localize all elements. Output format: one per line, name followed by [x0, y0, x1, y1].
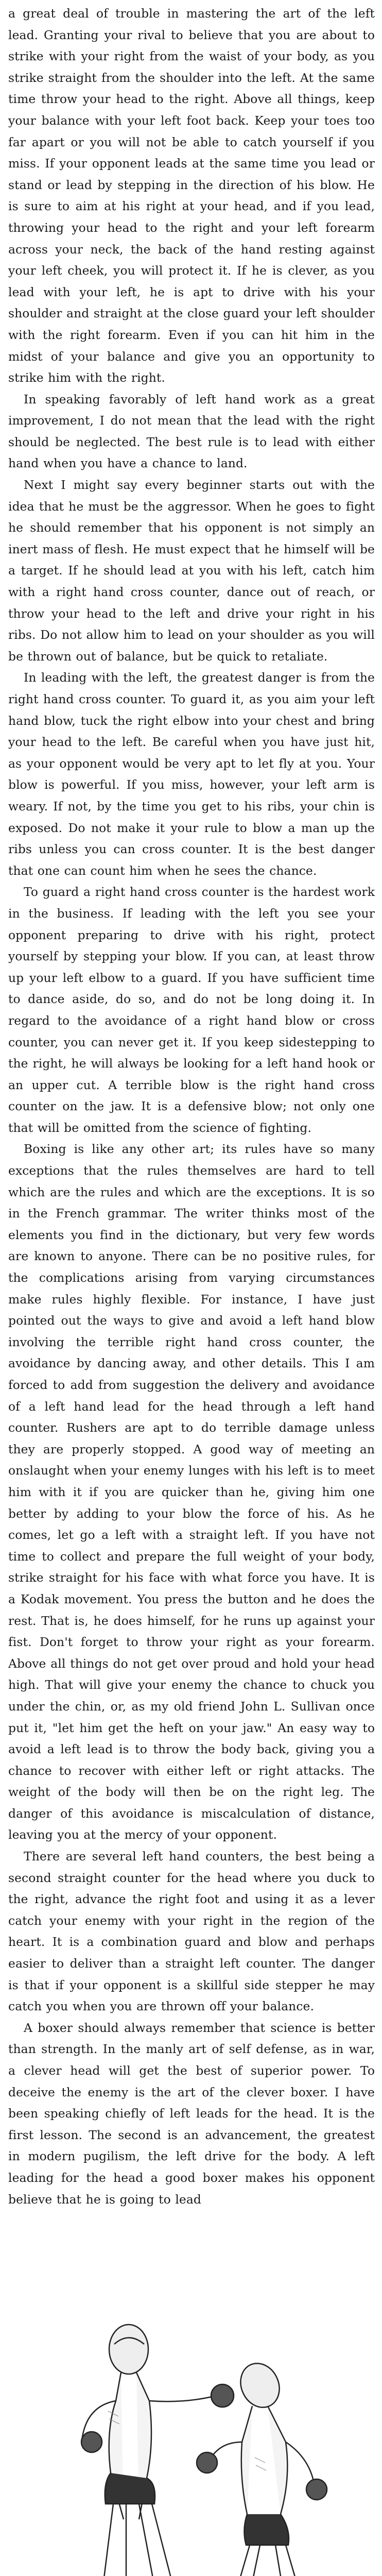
body-paragraph: To guard a right hand cross counter is the hardest work in the business. If leading with the left you see your opponent preparing to drive with his right, protect yourself by stepping your blow. If you can, at least throw up your left elbow to a guard. If you have sufficient time to dance aside, do so, and do not be long doing it. In regard to the avoidance of a right hand blow or cross counter, you can never get it. If you keep sidestepping to the right, he will always be looking for a left hand hook or an upper cut. A terrible blow is the right hand cross counter on the jaw. It is a defensive blow; not only one that will be omitted from the science of fighting. — [8, 885, 375, 1135]
article-body-top — [8, 3, 375, 2210]
body-paragraph: There are several left hand counters, the best being a second straight counter for the head where you duck to the right, advance the right foot and using it as a lever catch your enemy with your right in the region of the heart. It is a combination guard and blow and perhaps easier to deliver than a straight left counter. The danger is that if your opponent is a skillful side stepper he may catch you when you are thrown off your balance. — [8, 1849, 375, 2014]
illustration-knockout-blow — [0, 2215, 382, 2576]
body-paragraph: a great deal of trouble in mastering the art of the left lead. Granting your rival to believe that you are about to strike with your right from the waist of your body, as you strike straight from the shoulder into the left. At the same time throw your head to the right. Above all things, keep your balance with your left foot back. Keep your toes too far apart or you will not be able to catch yourself if you miss. If your opponent leads at the same time you lead or stand or lead by stepping in the direction of his blow. He is sure to aim at his right at your head, and if you lead, throwing your head to the right and your left forearm across your neck, the back of the hand resting against your left cheek, you will protect it. If he is clever, as you lead with your left, he is apt to drive with his your shoulder and straight at the close guard your left shoulder with the right forearm. Even if you can hit him in the midst of your balance and give you an opportunity to strike him with the right. — [8, 6, 375, 385]
body-paragraph: Boxing is like any other art; its rules have so many exceptions that the rules themselves are hard to tell which are the rules and which are the exceptions. It is so in the French grammar. The writer thinks most of the elements you find in the dictionary, but very few words are known to anyone. There can be no positive rules, for the complications arising from varying circumstances make rules highly flexible. For instance, I have just pointed out the ways to give and avoid a left hand blow involving the terrible right hand cross counter, the avoidance by dancing away, and other details. This I am forced to add from suggestion the delivery and avoidance of a left hand lead for the head through a left hand counter. Rushers are apt to do terrible damage unless they are properly stopped. A good way of meeting an onslaught when your enemy lunges with his left is to meet him with it if you are quicker than he, giving him one better by adding to your blow the force of his. As he comes, let go a left with a straight left. If you have not time to collect and prepare the full weight of your body, strike straight for his face with what force you have. It is a Kodak movement. You press the button and he does the rest. That is, he does himself, for he runs up against your fist. Don't forget to throw your right as your forearm. Above all things do not get over proud and hold your head high. That will give your enemy the chance to chuck you under the chin, or, as my old friend John L. Sullivan once put it, "let him get the heft on your jaw." An easy way to avoid a left lead is to throw the body back, giving you a chance to recover with either left or right attacks. The weight of the body will then be on the right leg. The danger of this avoidance is miscalculation of distance, leaving you at the mercy of your opponent. — [8, 1142, 375, 1842]
boxer-left-figure — [81, 2325, 234, 2576]
body-paragraph: In speaking favorably of left hand work as a great improvement, I do not mean that the lead with the right should be neglected. The best rule is to lead with either hand when you have a chance to land. — [8, 392, 375, 471]
body-paragraph: A boxer should always remember that science is better than strength. In the manly art of self defense, as in war, a clever head will get the best of superior power. To deceive the enemy is the art of the clever boxer. I have been speaking chiefly of left leads for the head. It is the first lesson. The second is an advancement, the greatest in modern pugilism, the left drive for the body. A left leading for the head a good boxer makes his opponent believe that he is going to lead — [8, 2020, 375, 2207]
body-paragraph: In leading with the left, the greatest danger is from the right hand cross counter. To guard it, as you aim your left hand blow, tuck the right elbow into your chest and bring your head to the left. Be careful when you have just hit, as your opponent would be very apt to let fly at you. Your blow is powerful. If you miss, however, your left arm is weary. If not, by the time you get to his ribs, your chin is exposed. Do not make it your rule to blow a man up the ribs unless you can cross counter. It is the best danger that one can count him when he sees the chance. — [8, 670, 375, 878]
boxers-drawing — [0, 2215, 382, 2576]
body-paragraph: Next I might say every beginner starts out with the idea that he must be the aggressor. When he goes to fight he should remember that his opponent is not simply an inert mass of flesh. He must expect that he himself will be a target. If he should lead at you with his left, catch him with a right hand cross counter, dance out of reach, or throw your head to the left and drive your right in his ribs. Do not allow him to lead on your shoulder as you will be thrown out of balance, but be quick to retaliate. — [8, 478, 375, 664]
